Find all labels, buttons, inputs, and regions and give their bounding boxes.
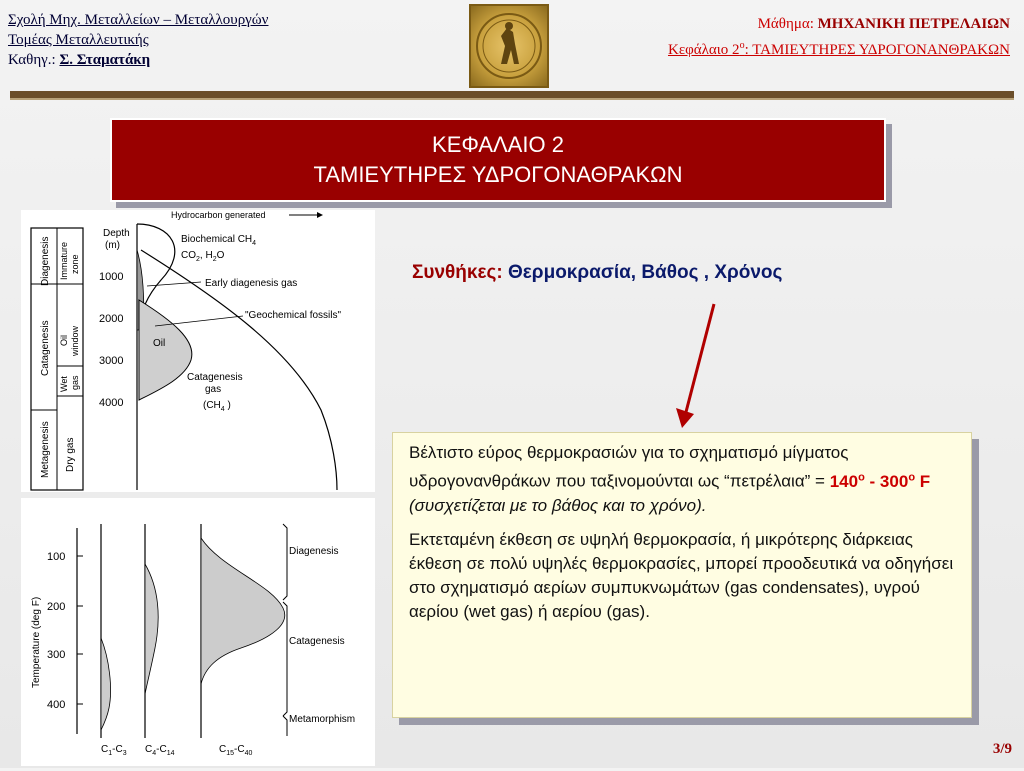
biochemical-sub: 4 — [252, 240, 257, 247]
professor-line — [8, 50, 268, 70]
co2-h2o-label — [181, 250, 225, 263]
zone-catagenesis: Catagenesis — [289, 636, 345, 647]
depth-tick-3000: 3000 — [99, 355, 124, 367]
department-name: Τομέας Μεταλλευτικής — [8, 32, 149, 48]
biochemical-text: Biochemical CH — [181, 234, 253, 245]
stage-catagenesis: Catagenesis — [40, 320, 51, 376]
chapter-name: : ΤΑΜΙΕΥΤΗΡΕΣ ΥΔΡΟΓΟΝΑΝΘΡΑΚΩΝ — [744, 42, 1010, 58]
temperature-diagram — [21, 498, 375, 766]
chapter-prefix: Κεφάλαιο 2 — [667, 42, 740, 58]
seal-emblem-icon — [471, 6, 547, 86]
chapter-line — [668, 35, 1010, 61]
c1-sub: 1 — [108, 750, 113, 757]
depth-tick-2000: 2000 — [99, 313, 124, 325]
zone-oil-b: window — [70, 325, 80, 356]
course-prefix: Μάθημα: — [757, 16, 814, 32]
co2-sub: 2 — [196, 256, 200, 263]
c15-sub: 15 — [226, 750, 235, 757]
label-c4-c14 — [145, 744, 175, 757]
university-seal-logo — [469, 4, 549, 88]
depth-diagram — [21, 210, 375, 492]
h2o-sub: 2 — [212, 256, 217, 263]
range-sup-b: ο — [908, 471, 916, 483]
conditions-label: Συνθήκες: — [412, 262, 503, 283]
c1-a: C — [101, 744, 109, 755]
temp-tick-100: 100 — [47, 551, 66, 563]
c1-sub2: 3 — [122, 750, 127, 757]
zone-immature-a: Immature — [59, 241, 69, 280]
course-name: ΜΗΧΑΝΙΚΗ ΠΕΤΡΕΛΑΙΩΝ — [817, 16, 1010, 32]
title-line-2: ΤΑΜΙΕΥΤΗΡΕΣ ΥΔΡΟΓΟΝΑΘΡΑΚΩΝ — [313, 162, 683, 187]
biochemical-label — [181, 234, 256, 247]
geochemical-fossils-label: "Geochemical fossils" — [245, 310, 342, 321]
title-line-1: ΚΕΦΑΛΑΙΟ 2 — [432, 132, 564, 157]
temperature-range — [830, 472, 930, 491]
info-paragraph-2: Εκτεταμένη έκθεση σε υψηλή θερμοκρασία, ή μικρότερης διάρκειας έκθεση σε πολύ υψηλές θερμοκρασίες, μπορεί προοδευτικά να οδηγήσει στο σχηματισμό αερίων συμπυκνωμάτων (gas condensates), υγρού αερίου (wet gas) ή αερίου (gas). — [409, 529, 954, 621]
range-sep: - 300 — [864, 471, 909, 491]
professor-prefix: Καθηγ.: — [8, 52, 56, 68]
zone-metamorphism: Metamorphism — [289, 714, 356, 725]
depth-label: Depth — [103, 228, 130, 239]
cat-gas-ch: (CH — [203, 400, 221, 411]
zone-immature-b: zone — [70, 254, 80, 274]
c4-a: C — [145, 744, 153, 755]
co2-text: CO — [181, 250, 196, 261]
cat-gas-sub: 4 — [220, 406, 225, 413]
conditions-line — [412, 262, 782, 284]
school-name: Σχολή Μηχ. Μεταλλείων – Μεταλλουργών — [8, 12, 269, 28]
header-right — [668, 14, 1010, 61]
c4-sub2: 14 — [166, 750, 175, 757]
h2o-text: , H — [199, 250, 213, 261]
range-a: 140 — [829, 471, 859, 491]
temp-tick-400: 400 — [47, 699, 66, 711]
catagenesis-gas-1: Catagenesis — [187, 372, 243, 383]
header-divider — [10, 91, 1014, 100]
range-sup-a: ο — [858, 471, 865, 483]
zone-wetgas-a: Wet — [59, 376, 69, 392]
label-c15-c40 — [219, 744, 252, 757]
catagenesis-gas-3 — [203, 400, 231, 413]
range-unit: F — [915, 471, 931, 491]
h2o-tail: O — [216, 250, 225, 261]
conditions-value: Θερμοκρασία, Βάθος , Χρόνος — [508, 262, 783, 283]
temperature-figure — [21, 498, 375, 766]
depth-unit: (m) — [105, 240, 120, 251]
page-number: 3/9 — [992, 741, 1012, 757]
header-left — [8, 10, 268, 70]
c15-mid: -C — [234, 744, 245, 755]
depth-generation-figure — [21, 210, 375, 492]
stage-diagenesis: Diagenesis — [40, 236, 51, 286]
c1-mid: -C — [112, 744, 123, 755]
professor-name: Σ. Σταματάκη — [59, 52, 151, 68]
chapter-superscript: ο — [739, 40, 745, 51]
early-gas-label: Early diagenesis gas — [205, 278, 298, 289]
c4-sub: 4 — [152, 750, 157, 757]
p1-italic: (συσχετίζεται με το βάθος και το χρόνο). — [409, 495, 707, 515]
c4-mid: -C — [156, 744, 167, 755]
zone-wetgas-b: gas — [70, 375, 80, 390]
course-line — [668, 14, 1010, 35]
depth-tick-1000: 1000 — [99, 271, 124, 283]
stage-metagenesis: Metagenesis — [40, 421, 51, 478]
info-box — [392, 432, 972, 718]
catagenesis-gas-2: gas — [205, 384, 222, 395]
slide-title-box — [110, 118, 886, 202]
temp-tick-200: 200 — [47, 601, 66, 613]
temp-tick-300: 300 — [47, 649, 66, 661]
p1-text: Βέλτιστο εύρος θερμοκρασιών για το σχηματισμό μίγματος υδρογονανθράκων που ταξινομούνται ως “πετρέλαια” = — [409, 443, 849, 491]
hc-generated-label: Hydrocarbon generated — [171, 210, 266, 220]
zone-diagenesis: Diagenesis — [289, 546, 339, 557]
zone-oil-a: Oil — [59, 335, 69, 346]
depth-tick-4000: 4000 — [99, 397, 124, 409]
down-arrow-icon — [660, 300, 730, 430]
c15-sub2: 40 — [244, 750, 253, 757]
cat-gas-tail: ) — [224, 400, 231, 411]
label-c1-c3 — [101, 744, 127, 757]
zone-drygas: Dry gas — [65, 437, 76, 472]
temp-ylabel: Temperature (deg F) — [31, 596, 42, 688]
info-paragraph-1 — [409, 441, 957, 518]
oil-label: Oil — [153, 338, 166, 349]
c15-a: C — [219, 744, 227, 755]
